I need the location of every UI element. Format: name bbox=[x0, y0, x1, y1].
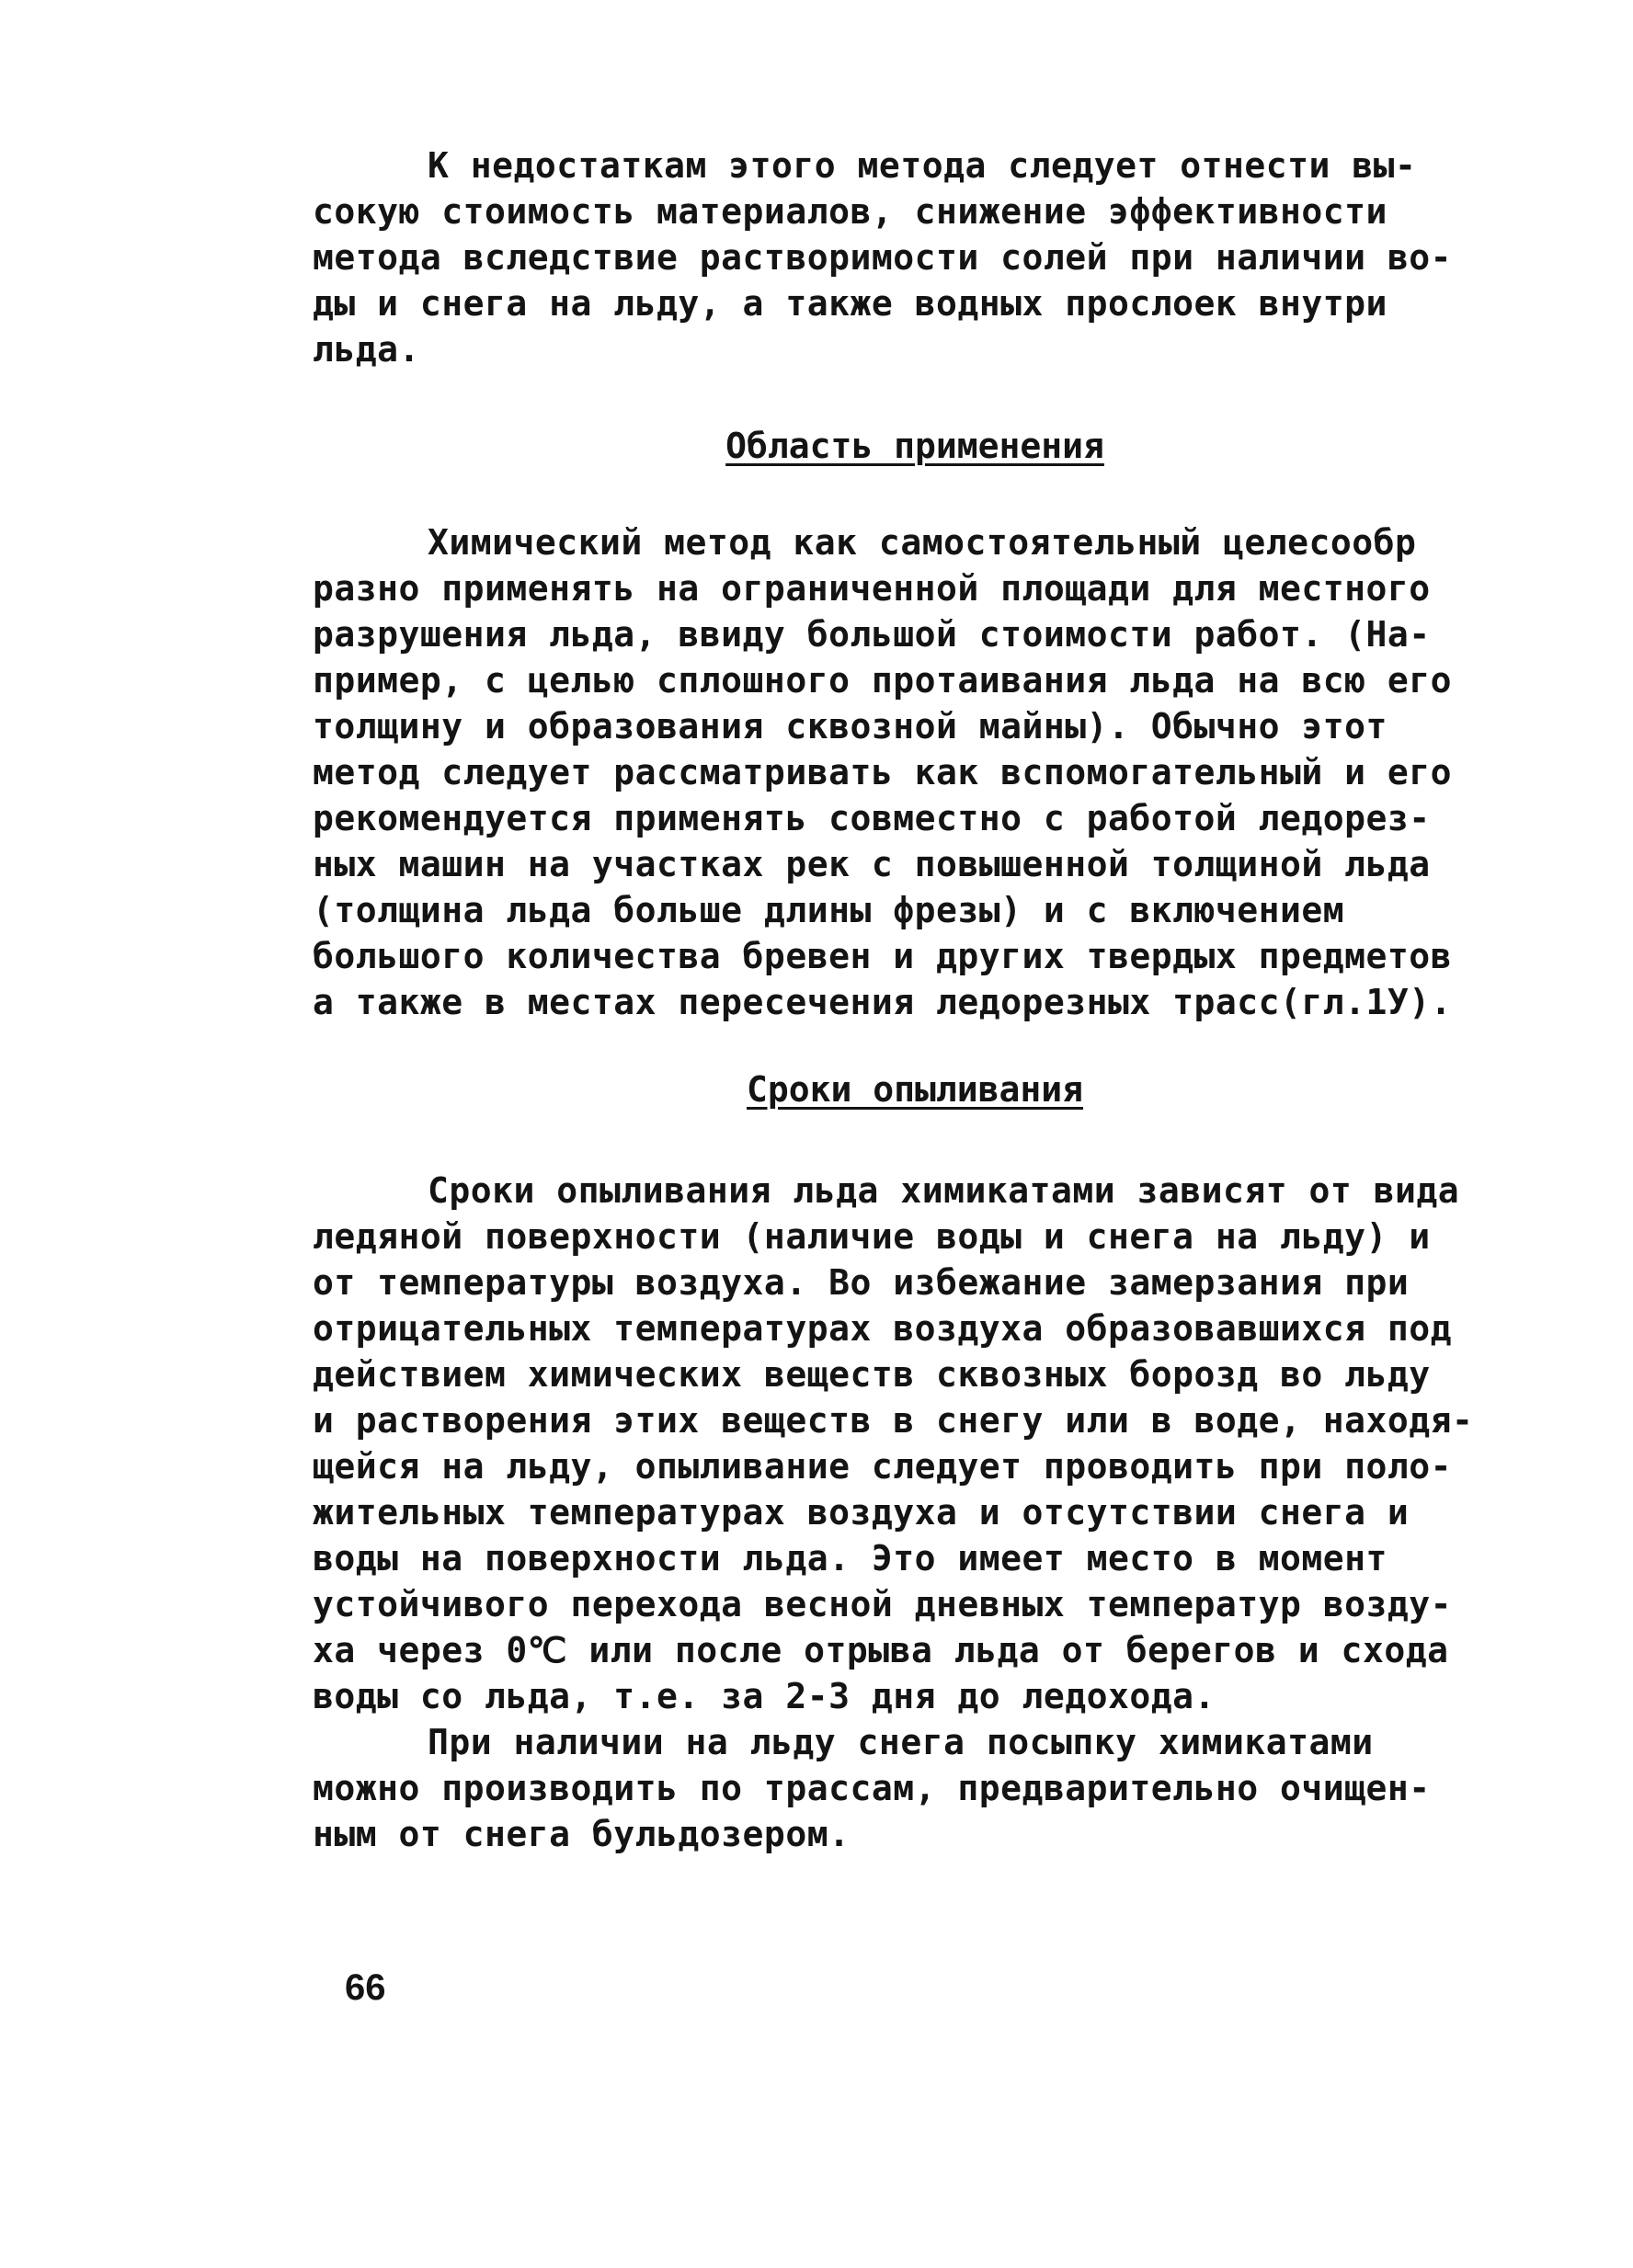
text-line: пример, с целью сплошного протаивания льда на всю его bbox=[313, 660, 1453, 701]
text-line: разрушения льда, ввиду большой стоимости работ. (На- bbox=[313, 614, 1431, 655]
text-line: (толщина льда больше длины фрезы) и с включением bbox=[313, 890, 1345, 930]
text-line: можно производить по трассам, предварительно очищен- bbox=[313, 1768, 1431, 1808]
text-line: рекомендуется применять совместно с работой ледорез- bbox=[313, 798, 1431, 838]
section-heading-text: Область применения bbox=[725, 426, 1104, 466]
text-line: большого количества бревен и других твердых предметов bbox=[313, 936, 1453, 976]
text-line: воды на поверхности льда. Это имеет место в момент bbox=[313, 1538, 1387, 1578]
text-line: Химический метод как самостоятельный целесообр bbox=[428, 522, 1417, 563]
text-line: ным от снега бульдозером. bbox=[313, 1814, 851, 1854]
text-line: а также в местах пересечения ледорезных трасс(гл.1У). bbox=[313, 982, 1453, 1022]
text-line: действием химических веществ сквозных борозд во льду bbox=[313, 1354, 1431, 1395]
text-line: и растворения этих веществ в снегу или в воде, находя- bbox=[313, 1400, 1474, 1441]
section-heading-application bbox=[313, 423, 1517, 469]
text-line: При наличии на льду снега посыпку химикатами bbox=[428, 1722, 1374, 1762]
text-line: жительных температурах воздуха и отсутствии снега и bbox=[313, 1492, 1410, 1533]
text-line: ледяной поверхности (наличие воды и снега на льду) и bbox=[313, 1216, 1431, 1257]
text-line: сокую стоимость материалов, снижение эффективности bbox=[313, 191, 1387, 232]
text-line: устойчивого перехода весной дневных температур возду- bbox=[313, 1584, 1453, 1624]
text-line: толщину и образования сквозной майны). Обычно этот bbox=[313, 706, 1387, 747]
section-heading-timing bbox=[313, 1066, 1517, 1112]
text-line: льда. bbox=[313, 329, 420, 370]
text-line: ных машин на участках рек с повышенной толщиной льда bbox=[313, 844, 1431, 884]
text-line: щейся на льду, опыливание следует проводить при поло- bbox=[313, 1446, 1453, 1487]
text-line: метода вследствие растворимости солей при наличии во- bbox=[313, 237, 1453, 278]
text-line: ха через 0℃ или после отрыва льда от берегов и схода bbox=[313, 1630, 1449, 1670]
text-line: от температуры воздуха. Во избежание замерзания при bbox=[313, 1262, 1410, 1303]
text-line: отрицательных температурах воздуха образовавшихся под bbox=[313, 1308, 1453, 1349]
text-line: ды и снега на льду, а также водных прослоек внутри bbox=[313, 283, 1387, 324]
section-heading-text: Сроки опыливания bbox=[746, 1069, 1084, 1110]
text-line: разно применять на ограниченной площади для местного bbox=[313, 568, 1431, 609]
paragraph-disadvantages bbox=[313, 142, 1517, 372]
text-line: Сроки опыливания льда химикатами зависят от вида bbox=[428, 1170, 1460, 1211]
paragraph-application bbox=[313, 519, 1517, 1025]
paragraph-snow-clearing bbox=[313, 1719, 1517, 1857]
page-number: 66 bbox=[345, 1967, 386, 2008]
text-line: метод следует рассматривать как вспомогательный и его bbox=[313, 752, 1453, 792]
text-line: воды со льда, т.е. за 2-3 дня до ледохода. bbox=[313, 1676, 1216, 1716]
text-line: К недостаткам этого метода следует отнести вы- bbox=[428, 145, 1417, 186]
paragraph-timing bbox=[313, 1168, 1517, 1719]
